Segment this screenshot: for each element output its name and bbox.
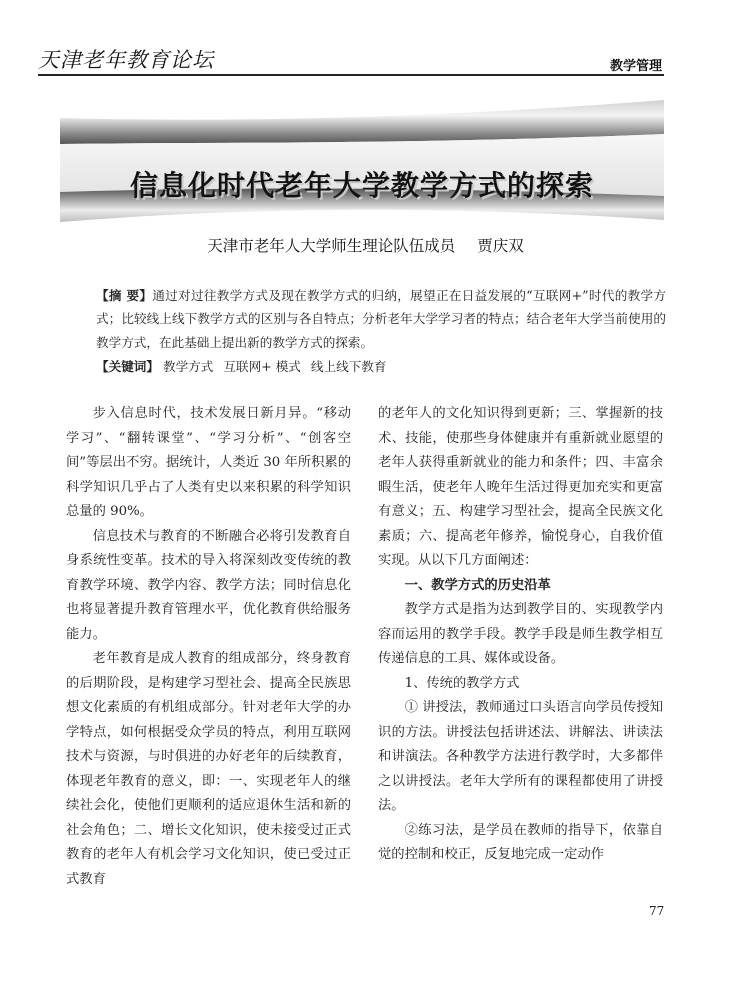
- section-heading: 一、教学方式的历史沿革: [404, 577, 551, 593]
- body-paragraph: 的老年人的文化知识得到更新；三、掌握新的技术、技能，使那些身体健康并有重新就业愿望的老年人获得重新就业的能力和条件；四、丰富余暇生活，使老年人晚年生活过得更加充实和更富有意义；五、构建学习型社会，提高全民族文化素质；六、提高老年修养，愉悦身心，自我价值实现。从以下几方面阐述：: [378, 406, 663, 568]
- page-number: 77: [649, 904, 665, 918]
- author-line: [0, 234, 731, 256]
- header-rule: [38, 74, 664, 76]
- left-column: [66, 402, 351, 892]
- abstract-tag: 【摘 要】: [96, 288, 153, 303]
- keywords: [96, 356, 392, 375]
- section-label: 教学管理: [610, 59, 663, 74]
- author-affiliation: 天津市老年人大学师生理论队伍成员: [207, 237, 456, 255]
- body-paragraph: 步入信息时代，技术发展日新月异。“移动学习”、“翻转课堂”、“学习分析”、“创客空间”等层出不穷。据统计，人类近 30 年所积累的科学知识几乎占了人类有史以来积累的科学知识总量的 90%。: [66, 406, 351, 519]
- body-paragraph: 老年教育是成人教育的组成部分，终身教育的后期阶段，是构建学习型社会、提高全民族思想文化素质的有机组成部分。针对老年大学的办学特点，如何根据受众学员的特点，利用互联网技术与资源，与时俱进的办好老年的后续教育，体现老年教育的意义，即：一、实现老年人的继续社会化，使他们更顺利的适应退休生活和新的社会角色；二、增长文化知识，使未接受过正式教育的老年人有机会学习文化知识，使已受过正式教育: [66, 651, 351, 887]
- body-paragraph: 信息技术与教育的不断融合必将引发教育自身系统性变革。技术的导入将深刻改变传统的教育教学环境、教学内容、教学方法；同时信息化也将显著提升教育管理水平，优化教育供给服务能力。: [66, 528, 351, 642]
- body-paragraph: ②练习法，是学员在教师的指导下，依靠自觉的控制和校正，反复地完成一定动作: [378, 822, 663, 862]
- keywords-tag: 【关键词】: [96, 359, 159, 374]
- body-paragraph: ① 讲授法，教师通过口头语言向学员传授知识的方法。讲授法包括讲述法、讲解法、讲读法和讲演法。各种教学方法进行教学时，大多都伴之以讲授法。老年大学所有的课程都使用了讲授法。: [378, 700, 663, 813]
- title-banner: [60, 100, 664, 226]
- author-name: 贾庆双: [477, 237, 524, 255]
- journal-logo: 天津老年教育论坛: [38, 48, 214, 72]
- subheading: 1、传统的教学方式: [404, 675, 520, 691]
- abstract-text: 通过对过往教学方式及现在教学方式的归纳，展望正在日益发展的“互联网+”时代的教学方式；比较线上线下教学方式的区别与各自特点；分析老年大学学习者的特点；结合老年大学当前使用的教学方式，在此基础上提出新的教学方式的探索。: [96, 288, 666, 350]
- keyword: 教学方式: [162, 359, 214, 374]
- abstract: [96, 284, 666, 354]
- right-column: [378, 402, 663, 868]
- body-paragraph: 教学方式是指为达到教学目的、实现教学内容而运用的教学手段。教学手段是师生教学相互传递信息的工具、媒体或设备。: [378, 602, 663, 666]
- keyword: 互联网+ 模式: [223, 359, 301, 374]
- article-title: 信息化时代老年大学教学方式的探索: [129, 169, 594, 202]
- keyword: 线上线下教育: [310, 359, 387, 374]
